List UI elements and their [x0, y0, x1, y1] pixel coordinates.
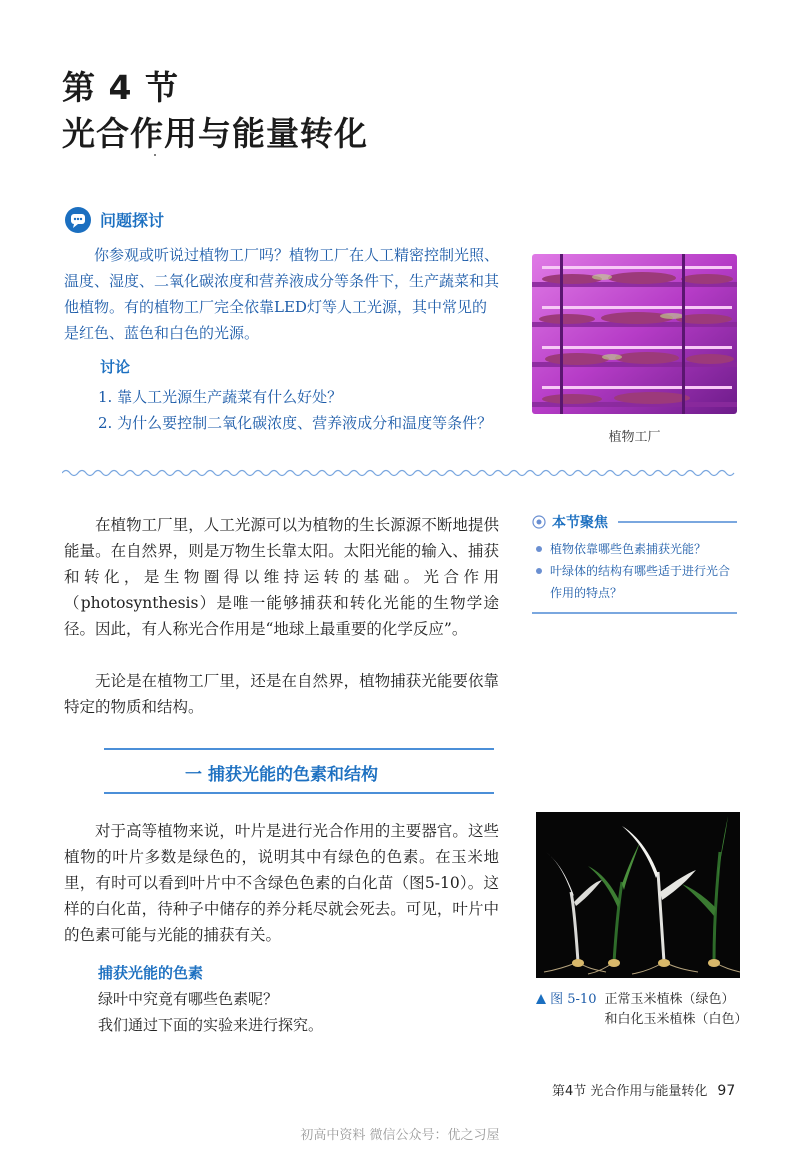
bullet-dot [536, 568, 542, 574]
sub-line-1: 绿叶中究竟有哪些色素呢？ [98, 990, 279, 1008]
focus-item-text: 植物依靠哪些色素捕获光能？ [550, 542, 707, 556]
plant-factory-photo [532, 254, 737, 414]
discussion-question-2: 2. 为什么要控制二氧化碳浓度、营养液成分和温度等条件？ [98, 414, 493, 432]
section-title-top-rule [104, 748, 494, 750]
focus-item-text: 叶绿体的结构有哪些适于进行光合作用的特点？ [550, 564, 731, 600]
bullet-dot [536, 546, 542, 552]
wavy-divider [62, 466, 738, 480]
focus-heading-rule [618, 521, 737, 523]
page-number: 97 [717, 1083, 736, 1099]
focus-target-icon [532, 515, 546, 529]
discussion-question-1: 1. 靠人工光源生产蔬菜有什么好处？ [98, 388, 343, 406]
section-title-bottom-rule [104, 792, 494, 794]
triangle-marker-icon [536, 994, 546, 1004]
figure-5-10-caption [536, 990, 766, 1030]
focus-bottom-rule [532, 612, 737, 614]
section-1-title: 一 捕获光能的色素和结构 [185, 765, 378, 785]
sub-heading: 捕获光能的色素 [98, 964, 204, 982]
running-head: 第4节 光合作用与能量转化 [552, 1084, 708, 1099]
corn-seedlings-photo [536, 812, 740, 978]
stray-dot [154, 154, 156, 156]
focus-item [532, 560, 737, 604]
page-footer [552, 1080, 735, 1099]
figure-caption-line-1: 正常玉米植株（绿色） [604, 992, 735, 1007]
watermark-text: 初高中资料 微信公众号：优之习屋 [300, 1128, 500, 1143]
section-number: 第 4 节 [62, 68, 179, 107]
body-paragraph-1: 在植物工厂里，人工光源可以为植物的生长源源不断地提供能量。在自然界，则是万物生长靠太阳。太阳光能的输入、捕获和转化，是生物圈得以维持运转的基础。光合作用（photosynthesis）是唯一能够捕获和转化光能的生物学途径。因此，有人称光合作用是“地球上最重要的化学反应”。 [64, 516, 499, 638]
section-1-paragraph: 对于高等植物来说，叶片是进行光合作用的主要器官。这些植物的叶片多数是绿色的，说明其中有绿色的色素。在玉米地里，有时可以看到叶片中不含绿色色素的白化苗（图5-10）。这样的白化苗，待种子中储存的养分耗尽就会死去。可见，叶片中的色素可能与光能的捕获有关。 [64, 822, 499, 944]
figure-caption-line-2: 和白化玉米植株（白色） [604, 1012, 748, 1027]
sub-line-2: 我们通过下面的实验来进行探究。 [98, 1016, 324, 1034]
body-paragraph-2: 无论是在植物工厂里，还是在自然界，植物捕获光能要依靠特定的物质和结构。 [64, 672, 499, 716]
focus-heading: 本节聚焦 [552, 515, 608, 531]
plant-factory-caption: 植物工厂 [608, 430, 661, 445]
figure-label: 图 5-10 [550, 992, 597, 1007]
chat-bubble-icon [64, 206, 92, 234]
discussion-heading: 讨论 [100, 358, 131, 376]
section-focus-box [532, 512, 737, 614]
inquiry-text: 你参观或听说过植物工厂吗？植物工厂在人工精密控制光照、温度、湿度、二氧化碳浓度和营养液成分等条件下，生产蔬菜和其他植物。有的植物工厂完全依靠LED灯等人工光源，其中常见的是红色、蓝色和白色的光源。 [64, 246, 500, 342]
section-title: 光合作用与能量转化 [62, 114, 368, 153]
focus-item [532, 538, 737, 560]
inquiry-heading: 问题探讨 [100, 211, 165, 230]
